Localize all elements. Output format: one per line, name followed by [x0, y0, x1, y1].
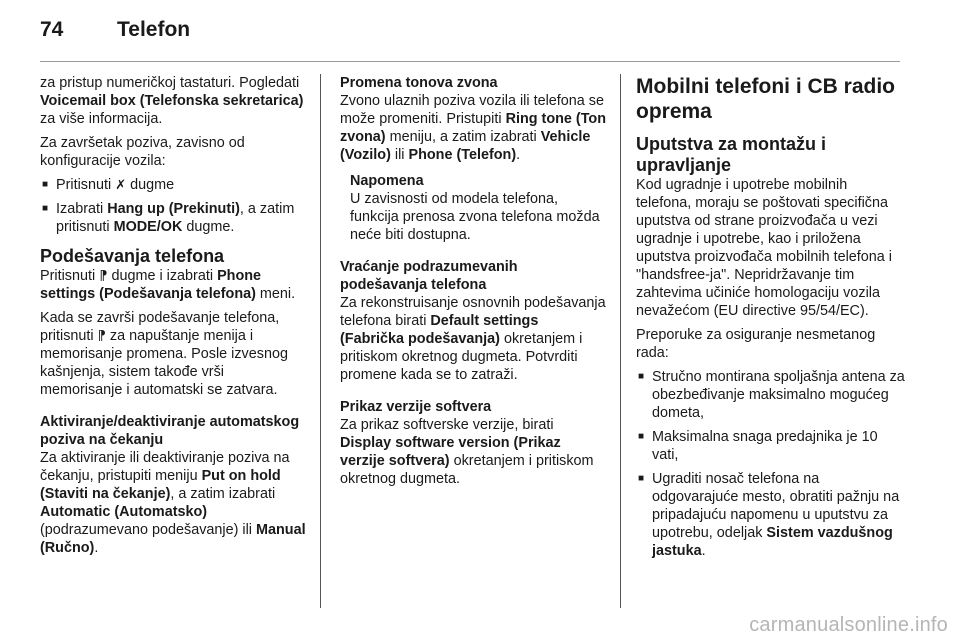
section-heading: Uputstva za montažu i upravljanje: [636, 134, 827, 175]
page-header: [40, 14, 920, 54]
list-item: ■ Pritisnuti ✗ dugme: [42, 177, 175, 193]
column-2: [340, 74, 606, 494]
subsection-heading: Promena tonova zvona: [340, 75, 498, 91]
subsection-heading: Aktiviranje/deaktiviranje automatskog poziva na čekanju: [40, 414, 300, 448]
bullet-icon: ■: [638, 371, 645, 382]
paragraph: Za završetak poziva, zavisno od konfiguracije vozila:: [40, 135, 245, 169]
hangup-icon: ✗: [115, 177, 127, 192]
bullet-icon: ■: [42, 179, 49, 190]
subsection-heading: Prikaz verzije softvera: [340, 399, 492, 415]
paragraph: Zvono ulaznih poziva vozila ili telefona se može promeniti. Pristupiti Ring tone (Ton zvona) meniju, a zatim izabrati Vehicle (Vozilo) ili Phone (Telefon).: [340, 93, 607, 163]
bullet-icon: ■: [638, 431, 645, 442]
note-title: Napomena: [350, 173, 424, 189]
note-text: U zavisnosti od modela telefona, funkcija prenosa zvona telefona možda neće biti dostupna.: [350, 191, 600, 243]
chapter-heading: Mobilni telefoni i CB radio oprema: [636, 75, 895, 123]
page-number: 74: [40, 18, 64, 41]
column-1: [40, 74, 308, 563]
list-item: ■ Ugraditi nosač telefona na odgovarajuće mesto, obratiti pažnju na pripadajuću napomenu u uputstvu za upotrebu, odeljak Sistem vazdušnog jastuka.: [638, 471, 900, 559]
list-item: ■ Stručno montirana spoljašnja antena za obezbeđivanje maksimalno mogućeg dometa,: [638, 369, 905, 421]
column-divider-2: [620, 74, 621, 608]
watermark: carmanualsonline.info: [749, 614, 948, 636]
paragraph: Za rekonstruisanje osnovnih podešavanja telefona birati Default settings (Fabrička podešavanja) okretanjem i pritiskom okretnog dugmeta. Potvrditi promene kada se to zatraži.: [340, 295, 606, 383]
page-title: Telefon: [117, 18, 191, 41]
menu-icon: ⁋: [97, 328, 106, 343]
subsection-heading: Vraćanje podrazumevanih podešavanja telefona: [340, 259, 518, 293]
paragraph: Preporuke za osiguranje nesmetanog rada:: [636, 327, 876, 361]
list-item: ■ Izabrati Hang up (Prekinuti), a zatim pritisnuti MODE/OK dugme.: [42, 201, 295, 235]
menu-icon: ⁋: [99, 268, 108, 283]
paragraph: Kod ugradnje i upotrebe mobilnih telefona, moraju se poštovati specifična uputstva od strane proizvođača u vezi ugradnje i upotrebe, kao i priložena uputstva proizvođača mobilnih telefona i "handsfree-ja". Nepridržavanje tim zahtevima učiniće homologaciju vozila nevažećom (EU directive 95/54/EC).: [636, 177, 892, 319]
paragraph: za pristup numeričkoj tastaturi. Pogledati Voicemail box (Telefonska sekretarica) za više informacija.: [40, 75, 304, 127]
bullet-icon: ■: [42, 203, 49, 214]
note-box: [340, 172, 606, 244]
bullet-icon: ■: [638, 473, 645, 484]
paragraph: Za prikaz softverske verzije, birati Display software version (Prikaz verzije softvera) okretanjem i pritiskom okretnog dugmeta.: [340, 417, 594, 487]
list-item: ■ Maksimalna snaga predajnika je 10 vati,: [638, 429, 878, 463]
column-3: [636, 74, 906, 566]
column-divider-1: [320, 74, 321, 608]
section-heading: Podešavanja telefona: [40, 246, 225, 266]
paragraph: Za aktiviranje ili deaktiviranje poziva na čekanju, pristupiti meniju Put on hold (Staviti na čekanje), a zatim izabrati Automatic (Automatsko) (podrazumevano podešavanje) ili Manual (Ručno).: [40, 450, 306, 556]
paragraph: Pritisnuti ⁋ dugme i izabrati Phone settings (Podešavanja telefona) meni.: [40, 268, 296, 302]
header-rule: [40, 61, 900, 62]
paragraph: Kada se završi podešavanje telefona, pritisnuti ⁋ za napuštanje menija i memorisanje promena. Posle izvesnog kašnjenja, sistem takođe vrši memorisanje i automatski se zatvara.: [40, 310, 288, 398]
